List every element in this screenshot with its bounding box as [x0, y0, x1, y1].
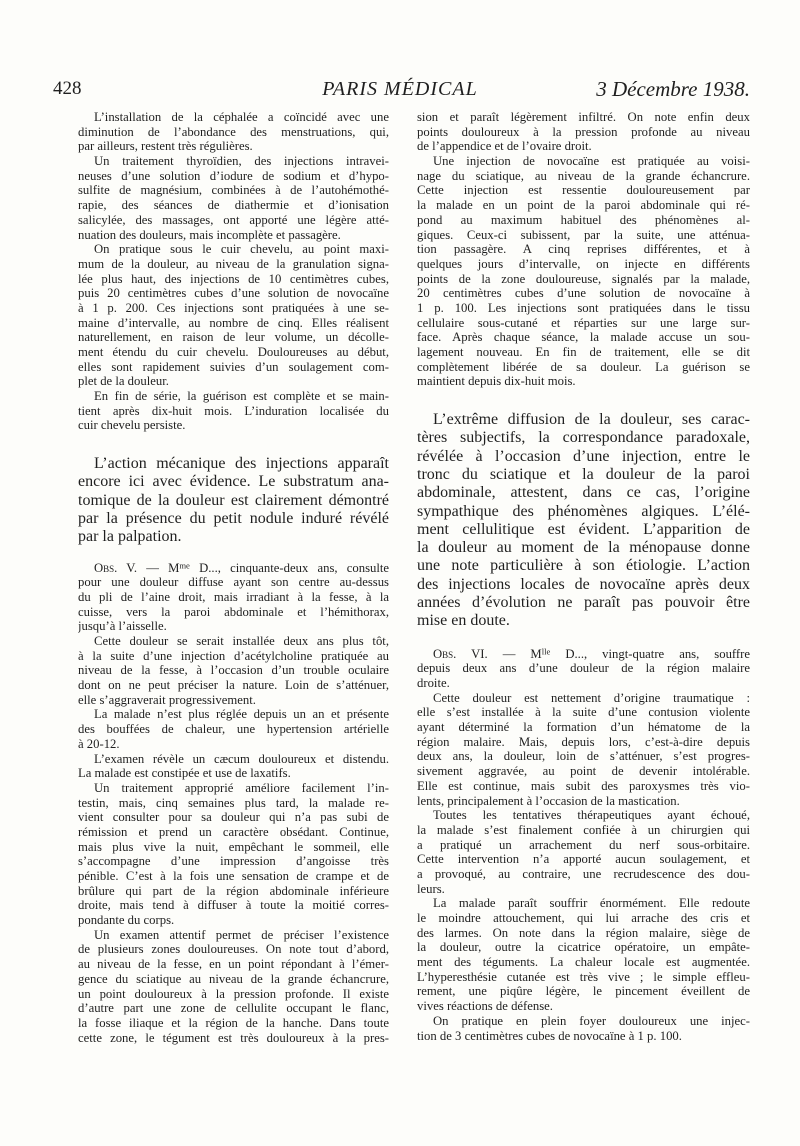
text-line [417, 720, 750, 735]
line-text: Cette injection est ressentie douloureusement par [417, 183, 750, 198]
text-line [417, 125, 750, 140]
line-text: neuses d’une solution d’iodure de sodium et d’hypo- [78, 168, 389, 183]
line-text: 1 p. 100. Les injections sont pratiquées dans le tissu [417, 300, 750, 315]
text-line [78, 972, 389, 987]
line-text: face. Après chaque séance, la malade accuse un sou- [417, 330, 750, 345]
text-line [417, 345, 750, 360]
text-line [78, 301, 389, 316]
line-text: la douleur au moment de la ménopause donne [417, 539, 750, 557]
paragraph [78, 110, 389, 154]
line-text: leurs. [417, 881, 445, 896]
text-line [78, 898, 389, 913]
line-text: mais plus vive la nuit, empêchant le sommeil, elle [78, 839, 389, 854]
paragraph [417, 154, 750, 389]
line-text: Une injection de novocaïne est pratiquée au voisi- [433, 154, 750, 169]
text-line [417, 272, 750, 287]
line-text: la douleur, outre la cicatrice opératoire, un empâte- [417, 940, 750, 955]
commentary-section [78, 455, 389, 546]
text-line [417, 911, 750, 926]
line-text: sivement aggravée, au point de devenir intolérable. [417, 764, 750, 779]
text-line [417, 867, 750, 882]
line-text: Un traitement approprié améliore facilement l’in- [94, 780, 389, 795]
text-line [417, 169, 750, 184]
text-line [78, 242, 389, 257]
line-text: Cette douleur se serait installée deux ans plus tôt, [94, 634, 389, 649]
text-line [78, 590, 389, 605]
line-text: complètement libérée de sa douleur. La guérison se [417, 359, 750, 374]
line-text: de l’appendice et de l’ovaire droit. [417, 139, 592, 154]
journal-title: PARIS MÉDICAL [322, 78, 478, 100]
line-text: L’hyperesthésie cutanée est très vive ; le simple effleu- [417, 969, 750, 984]
text-line [78, 810, 389, 825]
text-line [417, 503, 750, 521]
text-line [417, 521, 750, 539]
line-text: points douloureux à la pression profonde au niveau [417, 124, 750, 139]
text-line [78, 510, 389, 528]
text-line [78, 286, 389, 301]
line-text: Un traitement thyroïdien, des injections intravei- [94, 154, 389, 169]
text-line [78, 957, 389, 972]
text-line [78, 418, 389, 433]
line-text: pénible. C’est à la fois une sensation de crampe et de [78, 869, 389, 884]
line-text: cuisse, vers la paroi abdominale et l’hémithorax, [78, 604, 389, 619]
line-text: nage du sciatique, au niveau de la grande échancrure. [417, 168, 750, 183]
line-text: sympathique des phénomènes algiques. L’élé- [417, 502, 750, 520]
text-line [78, 913, 389, 928]
text-line [78, 404, 389, 419]
text-line [417, 676, 750, 691]
paragraph [78, 154, 389, 242]
text-line [417, 360, 750, 375]
line-text: s’accompagne d’une impression d’angoisse très [78, 854, 389, 869]
text-line [417, 198, 750, 213]
line-text: L’extrême diffusion de la douleur, ses carac- [433, 411, 750, 429]
line-text: région malaire. Mais, depuis lors, c’est-à-dire depuis [417, 734, 750, 749]
text-line [78, 1001, 389, 1016]
text-line [417, 301, 750, 316]
page-number: 428 [53, 78, 82, 99]
line-text: On pratique en plein foyer douloureux une injec- [433, 1013, 750, 1028]
text-line [78, 1031, 389, 1046]
text-line [417, 557, 750, 575]
line-text: cellulaire sous-cutané et réparties sur une large sur- [417, 315, 750, 330]
line-text: droite, mais tend à diffuser à toute la moitié corres- [78, 898, 389, 913]
text-line [417, 139, 750, 154]
line-text: des bouffées de chaleur, une hypertension artérielle [78, 722, 389, 737]
line-text: cette zone, le tégument est très douloureux à la pres- [78, 1030, 389, 1045]
line-text: encore ici avec évidence. Le substratum ana- [78, 473, 389, 491]
text-line [78, 884, 389, 899]
text-line [78, 561, 389, 576]
paragraph [417, 808, 750, 896]
text-line [78, 473, 389, 491]
line-text: à 20-12. [78, 736, 120, 751]
text-line [417, 896, 750, 911]
paragraph [417, 1014, 750, 1043]
text-line [417, 612, 750, 630]
line-text: Un examen attentif permet de préciser l’existence [94, 927, 389, 942]
line-text: une note particulière à son étiologie. L’action [417, 557, 750, 575]
line-text: plet de la douleur. [78, 374, 169, 389]
line-text: d’autre part une zone de cellulite occupant le flanc, [78, 1001, 389, 1016]
text-line [78, 154, 389, 169]
text-line [78, 737, 389, 752]
line-text: diminution de l’abondance des menstruations, qui, [78, 124, 389, 139]
text-line [78, 693, 389, 708]
line-text: un point douloureux à la pression profonde. Il existe [78, 986, 389, 1001]
text-line [78, 575, 389, 590]
heading-dash: — [146, 560, 159, 575]
text-line [78, 781, 389, 796]
line-text: ment des téguments. La chaleur locale est augmentée. [417, 955, 750, 970]
text-line [417, 647, 750, 662]
line-text: brûlure qui part de la région abdominale inférieure [78, 883, 389, 898]
line-text: depuis deux ans d’une douleur de la région malaire [417, 661, 750, 676]
line-text: deux ans, la douleur, loin de s’atténuer, s’est progres- [417, 749, 750, 764]
line-text: des larmes. On note dans la région malaire, siège de [417, 925, 750, 940]
observation-heading-text: D..., vingt-quatre ans, souffre [565, 646, 750, 661]
line-text: elle s’aggraverait progressivement. [78, 692, 256, 707]
line-text: vives réactions de défense. [417, 999, 553, 1014]
line-text: tomique de la douleur est clairement démontré [78, 491, 389, 509]
text-line [78, 125, 389, 140]
line-text: tères subjectifs, la correspondance paradoxale, [417, 429, 750, 447]
line-text: dont on ne peut préciser la nature. Loin de s’atténuer, [78, 678, 389, 693]
text-line [417, 999, 750, 1014]
line-text: jusqu’à l’aisselle. [78, 619, 167, 634]
line-text: En fin de série, la guérison est complète et se main- [94, 389, 389, 404]
text-line [417, 330, 750, 345]
text-line [417, 794, 750, 809]
text-line [78, 228, 389, 243]
text-line [78, 213, 389, 228]
line-text: Cette douleur est nettement d’origine traumatique : [433, 690, 750, 705]
heading-dash: — [502, 646, 516, 661]
text-line [417, 183, 750, 198]
text-line [417, 838, 750, 853]
paragraph [417, 647, 750, 691]
line-text: L’installation de la céphalée a coïncidé avec une [94, 110, 389, 124]
line-text: tronc du sciatique et la douleur de la paroi [417, 465, 750, 483]
line-text: lagement nouveau. En fin de traitement, elle se dit [417, 345, 750, 359]
patient-title: M [168, 560, 180, 575]
text-line [417, 484, 750, 502]
line-text: la malade en un point de la paroi abdominale qui ré- [417, 198, 750, 213]
paragraph [78, 561, 389, 634]
line-text: Elle est continue, mais subit des paroxysmes très vio- [417, 778, 750, 793]
text-line [417, 940, 750, 955]
text-line [78, 854, 389, 869]
line-text: salicylée, des massages, ont apporté une légère atté- [78, 212, 389, 227]
line-text: giques. Ceux-ci subissent, par la suite, une atténua- [417, 227, 750, 242]
text-line [78, 605, 389, 620]
text-line [78, 678, 389, 693]
text-line [417, 1014, 750, 1029]
line-text: par la présence du petit nodule induré révélé [78, 510, 389, 528]
running-header [0, 75, 800, 103]
text-line [78, 528, 389, 546]
text-line [417, 110, 750, 125]
line-text: niveau de la fesse, à l’occasion d’un trouble oculaire [78, 663, 389, 678]
text-line [417, 411, 750, 429]
line-text: 20 centimètres cubes d’une solution de novocaïne à [417, 286, 750, 301]
line-text: Cette intervention n’a apporté aucun soulagement, et [417, 852, 750, 867]
text-line [417, 154, 750, 169]
text-line [417, 735, 750, 750]
text-line [78, 796, 389, 811]
text-line [78, 169, 389, 184]
issue-date: 3 Décembre 1938. [596, 77, 750, 101]
line-text: rémission et prend un caractère obsédant. Continue, [78, 824, 389, 839]
line-text: ment cellulitique est évident. L’apparition de [417, 520, 750, 538]
paragraph [417, 896, 750, 1014]
line-text: elle s’est installée à la suite d’une contusion violente [417, 705, 750, 720]
line-text: lents, principalement à l’occasion de la mastication. [417, 793, 680, 808]
text-line [78, 869, 389, 884]
text-line [417, 823, 750, 838]
text-line [78, 374, 389, 389]
text-line [78, 455, 389, 473]
line-text: nuation des douleurs, mais incomplète et passagère. [78, 227, 341, 242]
text-line [78, 987, 389, 1002]
text-line [78, 183, 389, 198]
text-line [417, 539, 750, 557]
line-text: de plusieurs zones douloureuses. On note tout d’abord, [78, 942, 389, 957]
text-line [78, 825, 389, 840]
line-text: années d’évolution ne paraît pas pouvoir être [417, 594, 750, 612]
text-line [417, 852, 750, 867]
paragraph [78, 634, 389, 707]
text-line [78, 840, 389, 855]
line-text: La malade est constipée et use de laxatifs. [78, 766, 291, 781]
line-text: mise en doute. [417, 612, 510, 630]
line-text: à 1 p. 200. Ces injections sont pratiquées à une se- [78, 300, 389, 315]
right-column [417, 110, 750, 1043]
text-line [78, 257, 389, 272]
line-text: points de la zone douloureuse, signalés par la malade, [417, 271, 750, 286]
line-text: tient après dix-huit mois. L’induration localisée du [78, 403, 389, 418]
text-line [78, 389, 389, 404]
observation-heading [94, 561, 389, 575]
text-line [417, 749, 750, 764]
line-text: sion et paraît légèrement infiltré. On note enfin deux [417, 110, 750, 124]
text-line [417, 926, 750, 941]
line-text: pond au maximum habituel des phénomènes al- [417, 212, 750, 227]
text-line [78, 345, 389, 360]
text-line [78, 766, 389, 781]
line-text: à la suite d’une injection d’acétylcholine pratiquée au [78, 648, 389, 663]
commentary-section [417, 411, 750, 631]
observation-heading-text: D..., cinquante-deux ans, consulte [199, 560, 389, 575]
line-text: des injections locales de novocaïne après deux [417, 575, 750, 593]
body-section [417, 110, 750, 389]
line-text: le moindre attouchement, qui lui arrache des cris et [417, 911, 750, 925]
line-text: a provoqué, au contraire, une recrudescence des dou- [417, 866, 750, 881]
line-text: puis 20 centimètres cubes d’une solution de novocaïne [78, 286, 389, 301]
line-text: elles sont rapidement suivies d’un soulagement com- [78, 359, 389, 374]
paragraph [78, 389, 389, 433]
line-text: révélée à l’occasion d’une injection, entre le [417, 447, 750, 465]
text-line [417, 466, 750, 484]
line-text: maintient depuis dix-huit mois. [417, 374, 576, 389]
line-text: cuir chevelu persiste. [78, 418, 186, 433]
text-line [417, 228, 750, 243]
line-text: La malade n’est plus réglée depuis un an et présente [94, 707, 389, 722]
text-line [417, 448, 750, 466]
line-text: par la palpation. [78, 528, 182, 546]
patient-title-superscript: me [179, 560, 190, 570]
line-text: L’examen révèle un cæcum douloureux et distendu. [94, 751, 389, 766]
line-text: droite. [417, 676, 450, 690]
text-line [417, 779, 750, 794]
line-text: par ailleurs, restent très régulières. [78, 139, 253, 154]
line-text: a pratiqué un arrachement du nerf sous-orbitaire. [417, 837, 750, 852]
text-line [417, 764, 750, 779]
text-line [417, 970, 750, 985]
line-text: La malade paraît souffrir énormément. Elle redoute [433, 896, 750, 911]
text-line [78, 619, 389, 634]
text-line [78, 110, 389, 125]
line-text: quelques jours d’intervalle, on injecte en différents [417, 256, 750, 271]
paragraph [417, 110, 750, 154]
paragraph [78, 707, 389, 751]
text-line [78, 634, 389, 649]
paragraph [78, 781, 389, 928]
line-text: gence du sciatique au niveau de la grande échancrure, [78, 971, 389, 986]
line-text: pour une douleur diffuse ayant son centre au-dessus [78, 575, 389, 590]
body-section [78, 110, 389, 433]
observation-heading [433, 647, 750, 661]
line-text: pondante du corps. [78, 913, 175, 928]
line-text: ment étendu du cuir chevelu. Douloureuses au début, [78, 345, 389, 359]
text-line [78, 272, 389, 287]
line-text: testin, mais, cinq semaines plus tard, la malade re- [78, 795, 389, 810]
text-line [417, 808, 750, 823]
line-text: mum de la douleur, au niveau de la granulation signa- [78, 256, 389, 271]
commentary-paragraph [78, 455, 389, 546]
line-text: du pli de l’aine droit, mais irradiant à la fesse, à la [78, 589, 389, 604]
text-line [417, 316, 750, 331]
text-line [78, 649, 389, 664]
line-text: rapie, des séances de diathermie et d’ionisation [78, 198, 389, 213]
text-line [417, 429, 750, 447]
text-line [78, 360, 389, 375]
text-line [78, 928, 389, 943]
text-line [417, 242, 750, 257]
line-text: tion de 3 centimètres cubes de novocaïne à 1 p. 100. [417, 1028, 682, 1043]
text-line [78, 330, 389, 345]
text-line [78, 198, 389, 213]
text-line [417, 661, 750, 676]
line-text: L’action mécanique des injections apparaît [94, 455, 389, 473]
text-line [417, 984, 750, 999]
commentary-paragraph [417, 411, 750, 631]
line-text: tion passagère. A cinq reprises différentes, et à [417, 242, 750, 257]
line-text: la malade s’est finalement confiée à un chirurgien qui [417, 822, 750, 837]
line-text: abdominale, attestent, dans ce cas, l’origine [417, 484, 750, 502]
text-line [417, 213, 750, 228]
line-text: au niveau de la fesse, en un point répondant à l’émer- [78, 957, 389, 972]
line-text: la fosse iliaque et la région de la hanche. Dans toute [78, 1015, 389, 1030]
text-line [78, 316, 389, 331]
text-line [417, 691, 750, 706]
line-text: ayant déterminé la formation d’un hématome de la [417, 720, 750, 735]
line-text: rement, une piqûre légère, le pincement éveillent de [417, 984, 750, 999]
text-line [78, 752, 389, 767]
observation-label: Obs. VI. [433, 646, 488, 661]
line-text: vient consulter pour sa douleur qui n’a pas subi de [78, 810, 389, 825]
text-line [417, 257, 750, 272]
line-text: maine d’intervalle, au nombre de cinq. Elles réalisent [78, 315, 389, 330]
text-line [78, 707, 389, 722]
text-line [417, 882, 750, 897]
text-line [417, 1029, 750, 1044]
patient-title-superscript: lle [541, 646, 551, 656]
text-line [417, 286, 750, 301]
paragraph [78, 242, 389, 389]
text-line [78, 492, 389, 510]
text-line [78, 722, 389, 737]
line-text: lée plus haut, des injections de 10 centimètres cubes, [78, 271, 389, 286]
text-line [78, 942, 389, 957]
line-text: On pratique sous le cuir chevelu, au point maxi- [94, 242, 389, 257]
text-line [417, 705, 750, 720]
paragraph [78, 928, 389, 1046]
left-column [78, 110, 389, 1045]
line-text: Toutes les tentatives thérapeutiques ayant échoué, [433, 808, 750, 823]
text-line [417, 955, 750, 970]
paragraph [78, 752, 389, 781]
observation-section [417, 647, 750, 1044]
observation-label: Obs. V. [94, 560, 137, 575]
patient-title: M [530, 646, 542, 661]
text-line [78, 1016, 389, 1031]
observation-section [78, 561, 389, 1046]
text-line [78, 139, 389, 154]
text-line [417, 374, 750, 389]
text-line [417, 576, 750, 594]
line-text: sulfite de magnésium, combinées à de l’autohémothé- [78, 183, 389, 198]
text-line [78, 663, 389, 678]
paragraph [417, 691, 750, 809]
text-line [417, 594, 750, 612]
line-text: naturellement, en raison de leur volume, un décolle- [78, 330, 389, 345]
